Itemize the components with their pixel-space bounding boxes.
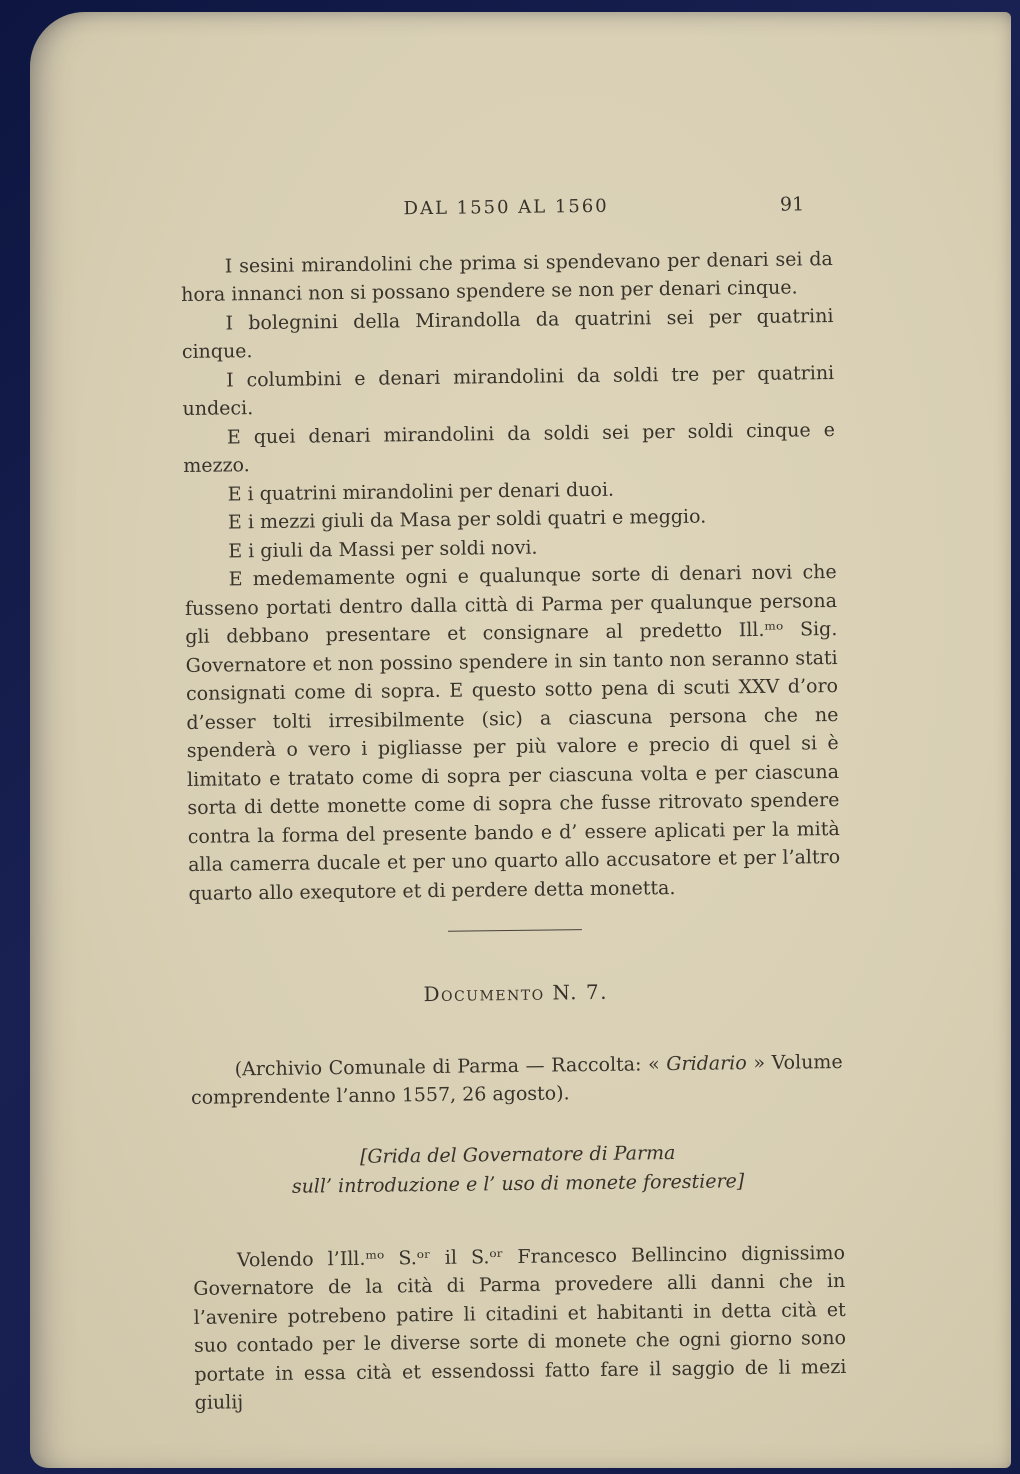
body-paragraph: I bolegnini della Mirandolla da quatrini sei per quatrini cinque. [181, 304, 834, 363]
grida-title [192, 1136, 845, 1202]
book-page [30, 12, 1011, 1468]
section-divider [448, 929, 582, 932]
body-paragraph: I sesini mirandolini che prima si spendevano per denari sei da hora innanci non si possano spendere se non per denari cinque. [181, 247, 833, 306]
body-paragraph: E i quatrini mirandolini per denari duoi. [227, 478, 615, 505]
body-text [181, 245, 841, 908]
archive-note-suffix: » Volume comprendente l’anno 1557, 26 agosto). [190, 1050, 843, 1109]
grida-title-line2: sull’ introduzione e l’ uso di monete forestiere] [291, 1169, 745, 1198]
body-paragraph: E i mezzi giuli da Masa per soldi quatri e meggio. [227, 505, 707, 534]
document-body-paragraph: Volendo l’Ill.ᵐᵒ S.ᵒʳ il S.ᵒʳ Francesco Bellincino dignissimo Governatore de la cità di Parma provedere alli danni che in l’avenire potrebeno patire li citadini et habitanti in detta cità et suo contado per le diverse sorte di monete che ogni giorno sono portate in essa cità et essendossi fatto fare il saggio de li mezi giulij [193, 1241, 847, 1414]
grida-title-line1: [Grida del Governatore di Parma [359, 1141, 676, 1168]
archive-note-prefix: (Archivio Comunale di Parma — Raccolta: « [234, 1052, 667, 1080]
document-heading: Documento N. 7. [423, 979, 609, 1007]
running-title: DAL 1550 AL 1560 [403, 195, 609, 220]
archive-note [190, 1047, 843, 1112]
body-paragraph: E medemamente ogni e qualunque sorte di denari novi che fusseno portati dentro dalla città di Parma per qualunque persona gli debbano presentare et consignare al predetto Ill.ᵐᵒ Sig. Governatore et non possino spendere in sin tanto non seranno stati consignati come di sopra. E questo sotto pena di scuti XXV d’oro d’esser tolti irresibilmente (sic) a ciascuna persona che ne spenderà o vero i pigliasse per più valore e precio di quel si è limitato e tratato come di sopra per ciascuna volta e per ciascuna sorta di dette monette come di sopra che fusse ritrovato spendere contra la forma del presente bando e d’ essere aplicati per la mità alla camerra ducale et per uno quarto allo accusatore et per l’altro quarto allo exequtore et di perdere detta monetta. [184, 561, 841, 905]
page-content [180, 190, 847, 1417]
body-paragraph: I columbini e denari mirandolini da soldi tre per quatrini undeci. [182, 361, 835, 420]
page-number: 91 [779, 193, 805, 216]
running-header [180, 190, 832, 226]
body-paragraph: E i giuli da Massi per soldi novi. [228, 536, 538, 562]
body-paragraph: E quei denari mirandolini da soldi sei per soldi cinque e mezzo. [183, 418, 836, 477]
archive-note-collection-name: Gridario [666, 1051, 747, 1075]
